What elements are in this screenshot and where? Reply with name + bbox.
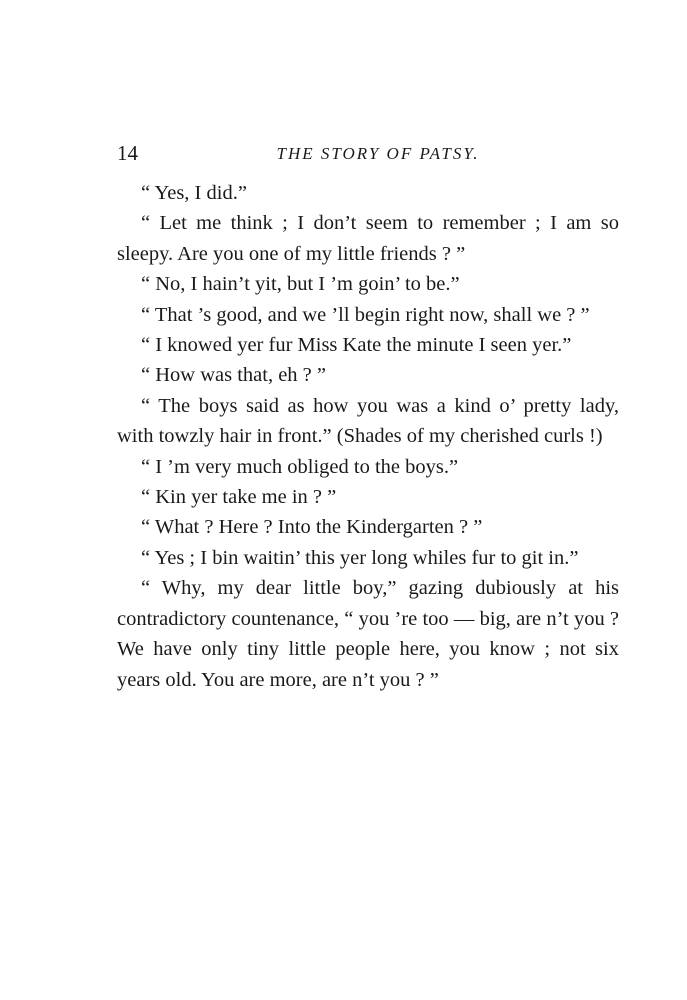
running-head xyxy=(117,140,619,168)
paragraph: “ I ’m very much obliged to the boys.” xyxy=(141,455,459,478)
body-text xyxy=(117,178,619,695)
paragraph: “ Why, my dear little boy,” gazing dubiously at his contradictory countenance, “ you ’re too — big, are n’t you ? We have only tiny little people here, you know ; not six years old. You are more, are n’t you ? ” xyxy=(117,577,619,691)
paragraph: “ Let me think ; I don’t seem to remember ; I am so sleepy. Are you one of my little friends ? ” xyxy=(117,212,619,265)
page-number: 14 xyxy=(117,141,138,165)
paragraph: “ That ’s good, and we ’ll begin right now, shall we ? ” xyxy=(141,303,590,326)
paragraph: “ Yes ; I bin waitin’ this yer long whiles fur to git in.” xyxy=(141,546,579,569)
paragraph: “ No, I hain’t yit, but I ’m goin’ to be.” xyxy=(141,273,460,296)
paragraph: “ The boys said as how you was a kind o’ pretty lady, with towzly hair in front.” (Shades of my cherished curls !) xyxy=(117,394,619,448)
running-title: THE STORY OF PATSY. xyxy=(276,144,480,163)
paragraph: “ How was that, eh ? ” xyxy=(141,364,327,387)
paragraph: “ Kin yer take me in ? ” xyxy=(141,486,337,509)
paragraph: “ What ? Here ? Into the Kindergarten ? ” xyxy=(141,516,483,539)
paragraph: “ I knowed yer fur Miss Kate the minute I seen yer.” xyxy=(141,334,572,357)
paragraph: “ Yes, I did.” xyxy=(141,182,247,204)
